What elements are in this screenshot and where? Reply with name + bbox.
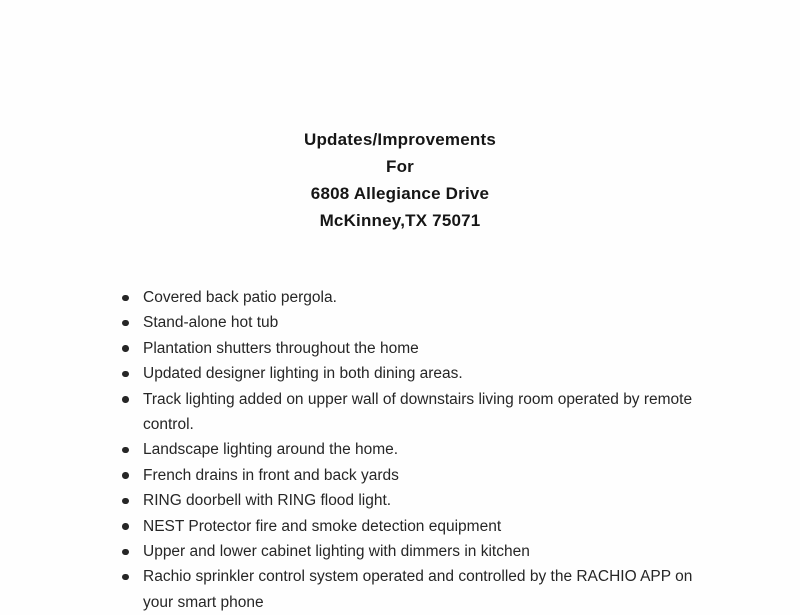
title-line-city: McKinney,TX 75071: [319, 211, 481, 230]
list-item: [120, 463, 712, 488]
list-item-text: Updated designer lighting in both dining areas.: [143, 365, 463, 383]
list-item: [120, 285, 712, 310]
list-item-text: Covered back patio pergola.: [143, 289, 337, 306]
bullet-icon: [122, 320, 129, 327]
list-item-text: Upper and lower cabinet lighting with dimmers in kitchen: [143, 543, 530, 561]
bullet-icon: [122, 574, 129, 581]
bullet-icon: [122, 549, 129, 556]
list-item: [120, 387, 712, 438]
list-item-text: RING doorbell with RING flood light.: [143, 492, 392, 510]
title-line-for: For: [386, 157, 414, 176]
list-item: [120, 437, 712, 462]
document-title: [0, 126, 800, 234]
list-item-text: French drains in front and back yards: [143, 466, 399, 484]
bullet-icon: [122, 447, 129, 454]
list-item-text: NEST Protector fire and smoke detection equipment: [143, 517, 502, 535]
list-item: [120, 564, 712, 615]
bullet-icon: [122, 371, 129, 378]
list-item-text: Stand-alone hot tub: [143, 314, 279, 332]
list-item: [120, 488, 712, 513]
bullet-icon: [122, 345, 129, 352]
list-item: [120, 336, 712, 361]
bullet-icon: [122, 472, 129, 479]
bullet-icon: [122, 498, 129, 505]
updates-list: [120, 285, 712, 615]
list-item-text: Landscape lighting around the home.: [143, 441, 399, 459]
list-item-text: Rachio sprinkler control system operated and controlled by the RACHIO APP on your smart phone: [143, 568, 693, 611]
list-item-text: Track lighting added on upper wall of downstairs living room operated by remote control.: [143, 390, 693, 434]
list-item: [120, 310, 712, 335]
list-item: [120, 514, 712, 539]
title-line-address: 6808 Allegiance Drive: [310, 184, 490, 203]
list-item: [120, 539, 712, 564]
list-item-text: Plantation shutters throughout the home: [143, 339, 419, 357]
bullet-icon: [122, 396, 129, 403]
list-item: [120, 361, 712, 386]
bullet-icon: [122, 295, 129, 302]
bullet-icon: [122, 523, 129, 530]
title-line-updates: Updates/Improvements: [304, 130, 496, 149]
